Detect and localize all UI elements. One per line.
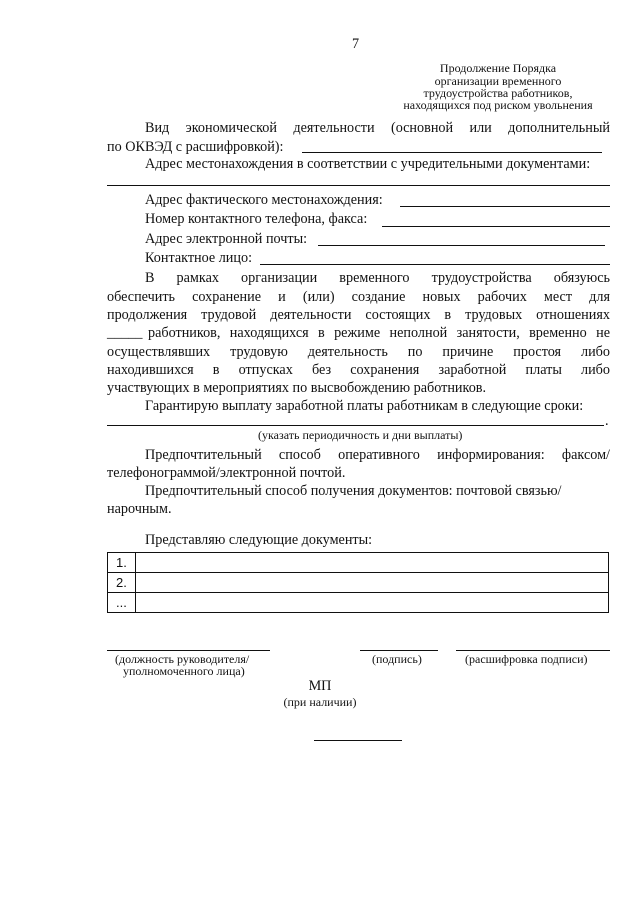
salary-end-dot: . — [605, 413, 609, 429]
activity-input-line[interactable] — [302, 152, 602, 153]
table-row — [108, 573, 609, 593]
end-divider — [314, 740, 402, 741]
phone-fax-input-line[interactable] — [382, 226, 610, 227]
obligation-count-blank[interactable]: _____ — [107, 325, 143, 341]
row-number: ... — [108, 593, 136, 613]
header-line-4: находящихся под риском увольнения — [403, 98, 593, 112]
document-entry-cell[interactable] — [136, 553, 609, 573]
position-caption-line-1: (должность руководителя/ — [115, 652, 250, 666]
obligation-line-6: находившихся в отпусках без сохранения заработной платы либо — [107, 362, 610, 378]
obligation-line-5: осуществлявших трудовую деятельность по причине простоя либо — [107, 344, 610, 360]
stamp-note: (при наличии) — [283, 695, 357, 709]
page-number: 7 — [352, 36, 360, 52]
table-row — [108, 553, 609, 573]
signature-decode-line[interactable] — [456, 650, 610, 651]
email-label: Адрес электронной почты: — [145, 231, 308, 247]
signature-caption: (подпись) — [372, 652, 422, 666]
header-line-1: Продолжение Порядка — [439, 61, 557, 75]
obligation-line-4: работников, находящихся в режиме неполной занятости, временно не — [148, 325, 610, 341]
header-line-2: организации временного — [434, 74, 562, 88]
actual-address-label: Адрес фактического местонахождения: — [145, 192, 383, 208]
signature-line[interactable] — [360, 650, 438, 651]
stamp-label: МП — [308, 678, 332, 694]
obligation-line-3: продолжения трудовой деятельности состоящих в трудовых отношениях — [107, 307, 610, 323]
phone-fax-label: Номер контактного телефона, факса: — [145, 211, 368, 227]
contact-person-label: Контактное лицо: — [145, 250, 253, 266]
position-caption-line-2: уполномоченного лица) — [123, 664, 245, 678]
obligation-line-7: участвующих в мероприятиях по высвобождению работников. — [107, 380, 487, 396]
receive-line-2: нарочным. — [107, 501, 172, 517]
actual-address-input-line[interactable] — [400, 206, 610, 207]
salary-input-line[interactable] — [107, 425, 604, 426]
activity-label-line-2: по ОКВЭД с расшифровкой): — [107, 139, 284, 155]
salary-hint: (указать периодичность и дни выплаты) — [258, 428, 463, 442]
activity-label-line-1: Вид экономической деятельности (основной или дополнительный — [145, 120, 610, 136]
document-entry-cell[interactable] — [136, 573, 609, 593]
email-input-line[interactable] — [318, 245, 605, 246]
receive-line-1: Предпочтительный способ получения документов: почтовой связью/ — [145, 483, 562, 499]
position-sign-line[interactable] — [107, 650, 270, 651]
notify-line-2: телефонограммой/электронной почтой. — [107, 465, 346, 481]
contact-person-input-line[interactable] — [260, 264, 610, 265]
legal-address-input-line[interactable] — [107, 185, 610, 186]
legal-address-label: Адрес местонахождения в соответствии с учредительными документами: — [145, 156, 591, 172]
notify-line-1: Предпочтительный способ оперативного информирования: факсом/ — [145, 447, 610, 463]
documents-table — [107, 552, 609, 613]
row-number: 1. — [108, 553, 136, 573]
row-number: 2. — [108, 573, 136, 593]
obligation-line-1: В рамках организации временного трудоустройства обязуюсь — [145, 270, 610, 286]
documents-title: Представляю следующие документы: — [145, 532, 373, 548]
obligation-line-2: обеспечить сохранение и (или) создание новых рабочих мест для — [107, 289, 610, 305]
header-line-3: трудоустройства работников, — [423, 86, 573, 100]
document-entry-cell[interactable] — [136, 593, 609, 613]
table-row — [108, 593, 609, 613]
signature-decode-caption: (расшифровка подписи) — [465, 652, 588, 666]
salary-label: Гарантирую выплату заработной платы работникам в следующие сроки: — [145, 398, 584, 414]
